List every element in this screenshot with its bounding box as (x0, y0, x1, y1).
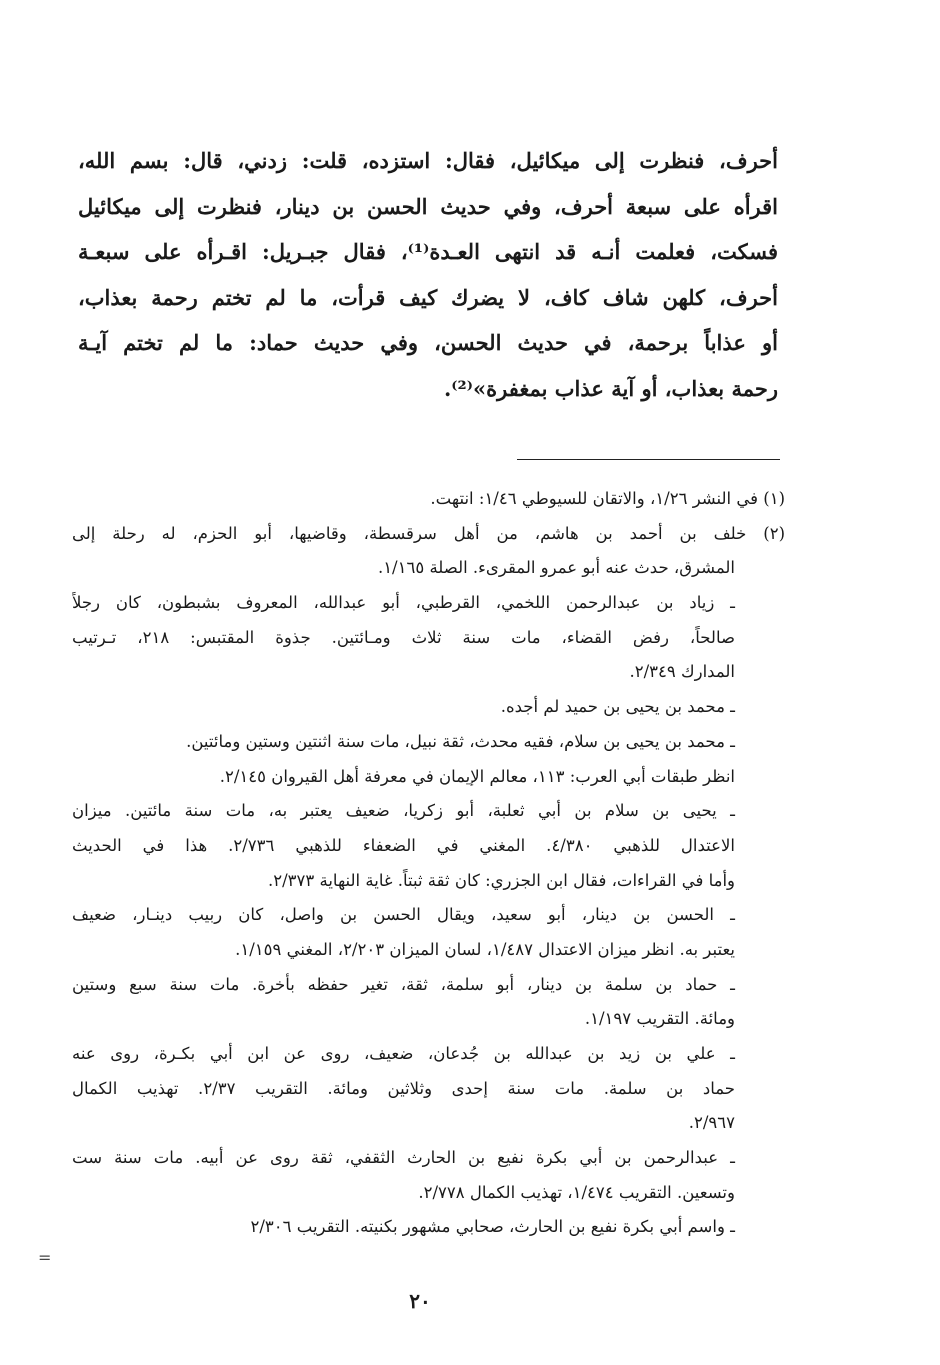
footnote-line: وتسعين. التقريب ١/٤٧٤، تهذيب الكمال ٢/٧٧٨. (418, 1182, 735, 1202)
footnote-line: ـ الحسن بن دينار، أبو سعيد، ويقال الحسن بن واصل، كان ربيب دينـار، ضعيف (72, 905, 735, 925)
footnote-line: ـ علي بن زيد بن عبدالله بن جُدعان، ضعيف، روى عن ابن أبي بكـرة، روى عنه (72, 1044, 735, 1063)
footnote-line: ـ واسم أبي بكرة نفيع بن الحارث، صحابي مشهور بكنيته. التقريب ٢/٣٠٦ (250, 1217, 735, 1237)
footnotes (72, 482, 785, 1245)
footnote-line: المشرق، حدث عنه أبو عمرو المقرىء. الصلة ١/١٦٥. (377, 558, 735, 578)
footnote-line: ومائة. التقريب ١/١٩٧. (584, 1009, 735, 1029)
footnote-line: الاعتدال للذهبي ٤/٣٨٠. المغني في الضعفاء للذهبي ٢/٧٣٦. هذا في الحديث (72, 835, 735, 855)
footnote-line: وأما في القراءات، فقال ابن الجزري: كان ثقة ثبتاً. غاية النهاية ٢/٣٧٣. (267, 870, 735, 890)
footnote-line: ٢/٩٦٧. (688, 1113, 735, 1133)
footnote-line: صالحاً، رفض القضاء، مات سنة ثلاث ومـائتين. جذوة المقتبس: ٢١٨، تـرتيب (72, 627, 736, 647)
footnote-line: (٢) خلف بن أحمد بن هاشم، من أهل سرقسطة، وقاضيها، أبو الحزم، له رحلة إلى (72, 523, 785, 543)
footnote-line: ـ عبدالرحمن بن أبي بكرة نفيع بن الحارث الثقفي، ثقة روى عن أبيه. مات سنة ست (72, 1148, 735, 1168)
main-text (78, 138, 778, 411)
footnote-line: يعتبر به. انظر ميزان الاعتدال ١/٤٨٧، لسان الميزان ٢/٢٠٣، المغني ١/١٥٩. (235, 939, 735, 959)
main-line: أحرف، كلهن شاف كاف، لا يضرك كيف قرأت، ما لم تختم رحمة بعذاب، (78, 284, 778, 310)
main-line: فسكت، فعلمت أنـه قد انتهى العـدة⁽¹⁾، فقال جبـريل: اقـرأه على سبعـة (78, 239, 778, 264)
main-line: أو عذاباً برحمة، في حديث الحسن، وفي حديث حماد: ما لم تختم آيـة (78, 330, 778, 355)
footnote-separator (517, 459, 780, 460)
main-line: أحرف، فنظرت إلى ميكائيل، فقال: استزده، قلت: زدني، قال: بسم الله، (78, 148, 778, 173)
main-line: رحمة بعذاب، أو آية عذاب بمغفرة»⁽²⁾. (443, 375, 778, 401)
margin-mark: = (38, 1248, 52, 1267)
footnote-line: انظر طبقات أبي العرب: ١١٣، معالم الإيمان في معرفة أهل القيروان ٢/١٤٥. (219, 766, 735, 786)
footnote-line: ـ حماد بن سلمة بن دينار، أبو سلمة، ثقة، تغير حفظه بأخرة. مات سنة سبع وستين (72, 974, 735, 994)
footnote-line: ـ يحيى بن سلام بن أبي ثعلبة، أبو زكريا، ضعيف يعتبر به، مات سنة مائتين. ميزان (72, 801, 735, 821)
footnote-line: المدارك ٢/٣٤٩. (629, 662, 735, 682)
page-number: ٢٠ (409, 1289, 431, 1313)
footnote-line: ـ محمد بن يحيى بن حميد لم أجده. (500, 697, 735, 717)
footnote-line: حماد بن سلمة. مات سنة إحدى وثلاثين ومائة. التقريب ٢/٣٧. تهذيب الكمال (72, 1078, 736, 1098)
footnote-line: (١) في النشر ١/٢٦، والاتقان للسيوطي ١/٤٦: انتهت. (430, 489, 785, 508)
main-line: اقرأه على سبعة أحرف، وفي حديث الحسن بن دينار، فنظرت إلى ميكائيل (78, 193, 778, 219)
footnote-line: ـ محمد بن يحيى بن سلام، فقيه محدث، ثقة نبيل، مات سنة اثنتين وستين ومائتين. (186, 731, 735, 751)
footnote-line: ـ زياد بن عبدالرحمن اللخمي، القرطبي، أبو عبدالله، المعروف بشبطون، كان رجلاً (72, 593, 735, 613)
